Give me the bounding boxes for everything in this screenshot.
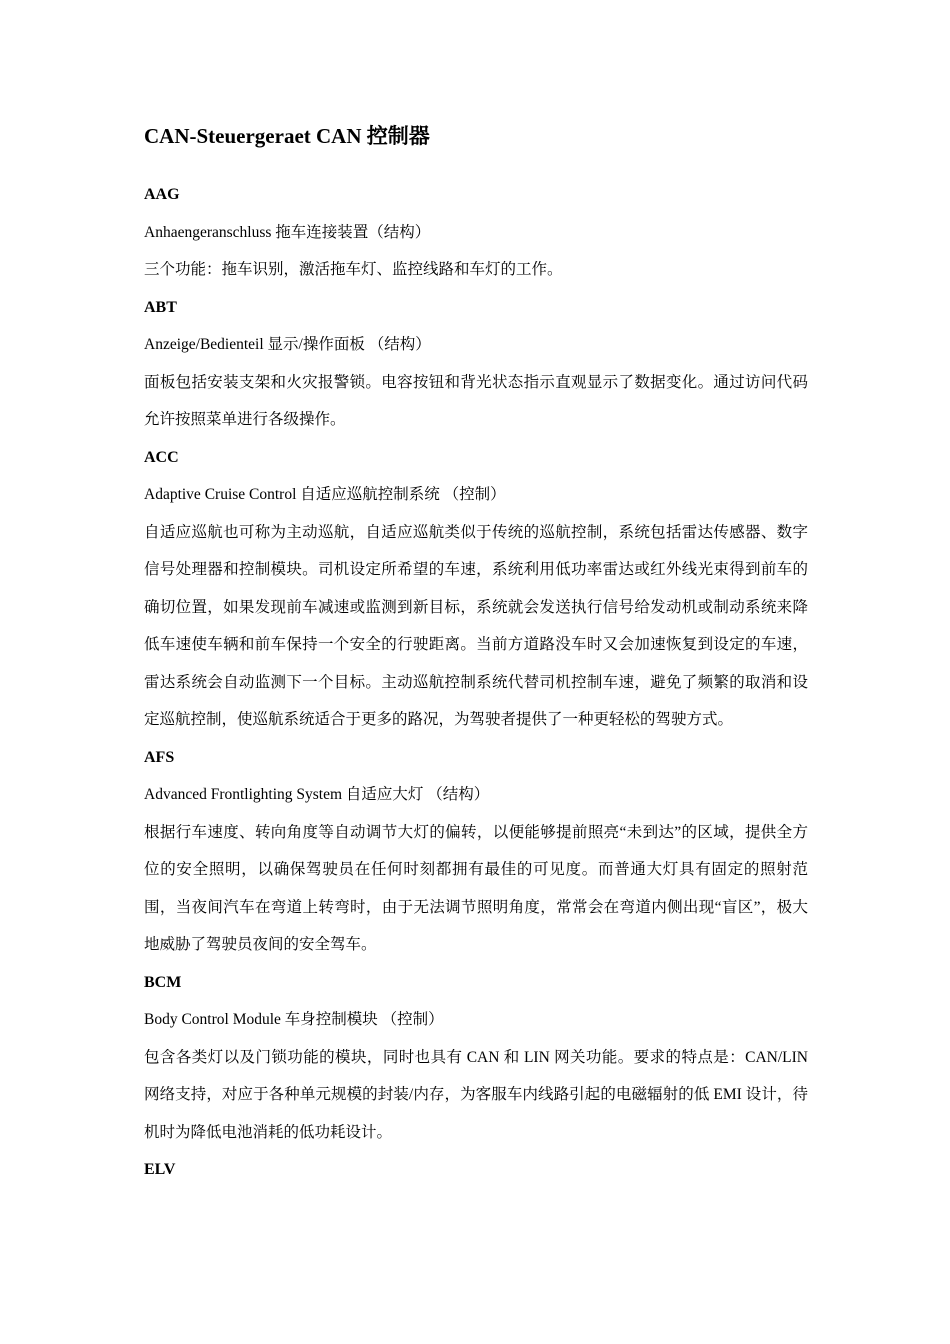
entry-code: BCM [144,973,182,991]
entry-code: AAG [144,186,180,203]
entry-code: AFS [144,748,175,766]
entry-aag [144,176,808,289]
document-title: CAN-Steuergeraet CAN 控制器 [144,124,430,148]
entry-name-line: Body Control Module 车身控制模块 （控制） [144,1011,444,1028]
entry-name-line: Adaptive Cruise Control 自适应巡航控制系统 （控制） [144,486,506,503]
entry-description: 根据行车速度、转向角度等自动调节大灯的偏转，以便能够提前照亮“未到达”的区域，提供全方位的安全照明，以确保驾驶员在任何时刻都拥有最佳的可见度。而普通大灯具有固定的照射范围，当夜间汽车在弯道上转弯时，由于无法调节照明角度，常常会在弯道内侧出现“盲区”，极大地威胁了驾驶员夜间的安全驾车。 [144,823,808,953]
entry-description: 自适应巡航也可称为主动巡航，自适应巡航类似于传统的巡航控制，系统包括雷达传感器、数字信号处理器和控制模块。司机设定所希望的车速，系统利用低功率雷达或红外线光束得到前车的确切位置，如果发现前车减速或监测到新目标，系统就会发送执行信号给发动机或制动系统来降低车速使车辆和前车保持一个安全的行驶距离。当前方道路没车时又会加速恢复到设定的车速，雷达系统会自动监测下一个目标。主动巡航控制系统代替司机控制车速，避免了频繁的取消和设定巡航控制，使巡航系统适合于更多的路况，为驾驶者提供了一种更轻松的驾驶方式。 [144,523,808,728]
entry-abt [144,289,808,439]
entry-name-line: Anzeige/Bedienteil 显示/操作面板 （结构） [144,336,431,353]
entry-name-line: Anhaengeranschluss 拖车连接装置（结构） [144,223,431,241]
entry-code: ACC [144,448,179,466]
entry-code: ELV [144,1161,176,1178]
document-page [144,118,808,1189]
entry-description: 三个功能：拖车识别，激活拖车灯、监控线路和车灯的工作。 [144,261,563,278]
entry-afs [144,739,808,964]
entry-description: 包含各类灯以及门锁功能的模块，同时也具有 CAN 和 LIN 网关功能。要求的特点是：CAN/LIN 网络支持，对应于各种单元规模的封装/内存，为客服车内线路引起的电磁辐射的低 EMI 设计，待机时为降低电池消耗的低功耗设计。 [144,1048,808,1141]
entry-elv [144,1151,808,1189]
entry-acc [144,439,808,739]
entry-name-line: Advanced Frontlighting System 自适应大灯 （结构） [144,786,490,803]
entry-bcm [144,964,808,1152]
entry-code: ABT [144,298,177,316]
entry-description: 面板包括安装支架和火灾报警锁。电容按钮和背光状态指示直观显示了数据变化。通过访问代码允许按照菜单进行各级操作。 [144,373,808,428]
